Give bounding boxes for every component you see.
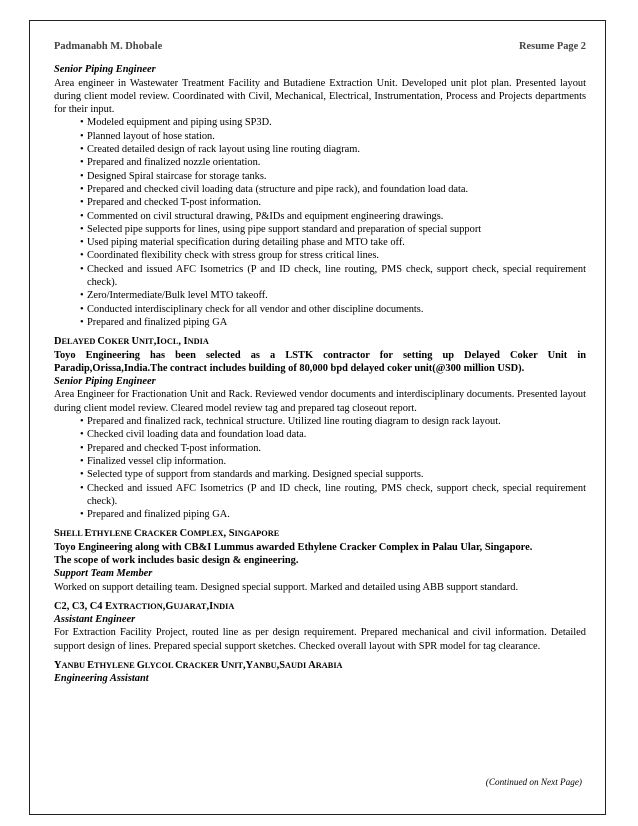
bullet-item: • Prepared and checked T-post information. (54, 442, 586, 455)
experience-block-5 (54, 659, 586, 686)
title-fragment: , S (223, 528, 235, 540)
title-fragment: NIT (138, 337, 154, 347)
title-fragment: U (220, 660, 229, 672)
title-fragment: E (84, 528, 92, 540)
title-fragment: OMPLEX (187, 529, 224, 539)
title-fragment: , I (178, 336, 188, 348)
job-role: Support Team Member (54, 568, 153, 580)
title-fragment: G (136, 660, 145, 672)
candidate-name: Padmanabh M. Dhobale (54, 41, 163, 52)
title-fragment: ,I (206, 600, 214, 612)
title-fragment: D (54, 336, 62, 348)
title-fragment: U (131, 336, 139, 348)
bullet-item: • Modeled equipment and piping using SP3D. (54, 116, 586, 129)
bullet-item: • Prepared and checked civil loading data (structure and pipe rack), and foundation load data. (54, 183, 586, 196)
bullet-item: • Prepared and finalized piping GA. (54, 508, 586, 521)
bullet-list (54, 415, 586, 521)
job-description: Area engineer in Wastewater Treatment Facility and Butadiene Extraction Unit. Developed unit plot plan. Presented layout during client model review. Coordinated with Civil, Mechanical, Electrical, Instrumentation, Process and Projects departments for their input. (54, 77, 586, 116)
project-title (54, 335, 586, 348)
bullet-item: • Prepared and checked T-post information. (54, 196, 586, 209)
bullet-item: • Designed Spiral staircase for storage tanks. (54, 170, 586, 183)
bullet-item: • Coordinated flexibility check with stress group for stress critical lines. (54, 249, 586, 262)
bullet-item: • Finalized vessel clip information. (54, 455, 586, 468)
project-title (54, 659, 586, 672)
title-fragment: ANBU (61, 661, 88, 671)
title-fragment: THYLENE (91, 529, 135, 539)
bullet-item: • Checked and issued AFC Isometrics (P and ID check, line routing, PMS check, support check, special requirement check). (54, 482, 586, 509)
title-fragment: C (97, 336, 105, 348)
bullet-item: • Prepared and finalized nozzle orientation. (54, 156, 586, 169)
title-fragment: LYCOL (144, 661, 176, 671)
title-fragment: Y (54, 660, 62, 672)
title-fragment: E (87, 660, 95, 672)
bullet-item: • Checked and issued AFC Isometrics (P and ID check, line routing, PMS check, support check, special requirement check). (54, 263, 586, 290)
bullet-item: • Zero/Intermediate/Bulk level MTO takeoff. (54, 289, 586, 302)
bullet-item: • Created detailed design of rack layout using line routing diagram. (54, 143, 586, 156)
bullet-item: • Planned layout of hose station. (54, 130, 586, 143)
job-role: Senior Piping Engineer (54, 376, 156, 388)
bullet-item: • Prepared and finalized rack, technical structure. Utilized line routing diagram to design rack layout. (54, 415, 586, 428)
title-fragment: NDIA (187, 337, 209, 347)
job-role: Engineering Assistant (54, 673, 149, 685)
bullet-list (54, 116, 586, 329)
title-fragment: A (308, 660, 316, 672)
experience-block-3 (54, 527, 586, 593)
bullet-item: • Used piping material specification during detailing phase and MTO take off. (54, 236, 586, 249)
title-fragment: RABIA (315, 661, 343, 671)
experience-block-4 (54, 600, 586, 653)
title-fragment: C (175, 660, 183, 672)
bullet-item: • Selected pipe supports for lines, using pipe support standard and preparation of special support (54, 223, 586, 236)
bullet-item: • Prepared and finalized piping GA (54, 316, 586, 329)
title-fragment: OCL (160, 337, 179, 347)
contract-statement: Toyo Engineering has been selected as a LSTK contractor for setting up Delayed Coker Unit in Paradip,Orissa,India.The contract includes building of 80,000 bpd delayed coker unit(@300 million USD). (54, 349, 586, 374)
title-fragment: INGAPORE (234, 529, 280, 539)
job-role: Senior Piping Engineer (54, 64, 156, 76)
title-fragment: NIT (228, 661, 243, 671)
experience-block-2 (54, 335, 586, 521)
title-fragment: OKER (104, 337, 132, 347)
job-description: Area Engineer for Fractionation Unit and Rack. Reviewed vendor documents and interdisciplinary documents. Presented layout during client model review. Cleared model review tag and prepared tag closeout report. (54, 389, 586, 414)
title-fragment: ,G (162, 600, 174, 612)
title-fragment: C (179, 528, 188, 540)
scope-statement: The scope of work includes basic design & engineering. (54, 554, 299, 566)
job-role: Assistant Engineer (54, 614, 136, 626)
title-fragment: ,Y (242, 660, 254, 672)
job-description: For Extraction Facility Project, routed line as per design requirement. Prepared mechanical and civil information. Detailed support design of lines. Prepared special support sketches. Checked overall layout with SPR model for tag clearance. (54, 627, 586, 652)
title-fragment: UJARAT (173, 601, 207, 611)
continued-note: (Continued on Next Page) (485, 777, 582, 787)
page-header (54, 40, 586, 53)
bullet-item: • Conducted interdisciplinary check for all vendor and other discipline documents. (54, 303, 586, 316)
title-fragment: NDIA (213, 601, 235, 611)
title-fragment: RACKER (182, 661, 221, 671)
title-fragment: AUDI (285, 661, 309, 671)
title-fragment: ,S (276, 660, 285, 672)
title-fragment: S (54, 528, 60, 540)
title-fragment: ANBU (253, 661, 277, 671)
job-description: Worked on support detailing team. Designed special support. Marked and detailed using ABB support standard. (54, 581, 519, 593)
title-fragment: C2, C3, C4 E (54, 600, 113, 612)
page-number: Resume Page 2 (519, 41, 586, 52)
bullet-item: • Commented on civil structural drawing, P&IDs and equipment engineering drawings. (54, 210, 586, 223)
title-fragment: HELL (59, 529, 85, 539)
project-title (54, 527, 586, 540)
contract-statement: Toyo Engineering along with CB&I Lummus awarded Ethylene Cracker Complex in Palau Ular, Singapore. (54, 541, 533, 553)
title-fragment: C (134, 528, 142, 540)
bullet-item: • Selected type of support from standards and marking. Designed special supports. (54, 468, 586, 481)
title-fragment: ,I (153, 336, 161, 348)
resume-page (54, 40, 586, 686)
bullet-item: • Checked civil loading data and foundation load data. (54, 428, 586, 441)
title-fragment: THYLENE (94, 661, 137, 671)
project-title (54, 600, 586, 613)
title-fragment: XTRACTION (112, 601, 163, 611)
title-fragment: RACKER (141, 529, 180, 539)
title-fragment: ELAYED (61, 337, 98, 347)
experience-block-1 (54, 63, 586, 329)
